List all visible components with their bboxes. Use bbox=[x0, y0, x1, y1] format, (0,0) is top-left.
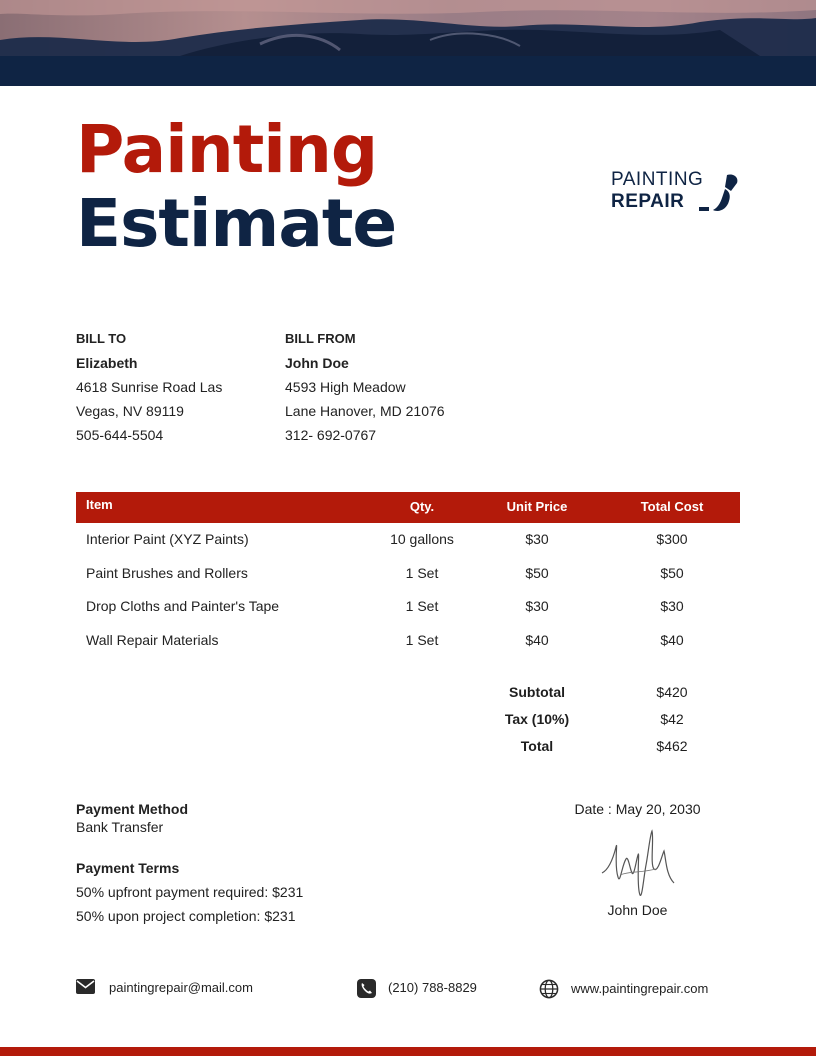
mail-icon bbox=[76, 979, 95, 994]
row-qty: 10 gallons bbox=[390, 531, 454, 547]
tax-value: $42 bbox=[660, 711, 684, 727]
footer-bar bbox=[0, 1047, 816, 1056]
header-total-cost: Total Cost bbox=[640, 499, 704, 514]
payment-method-value: Bank Transfer bbox=[76, 819, 164, 835]
row-item: Drop Cloths and Painter's Tape bbox=[86, 598, 280, 614]
subtotal-row bbox=[487, 684, 737, 711]
table-header bbox=[76, 492, 740, 523]
table-row bbox=[76, 590, 740, 624]
signature-date: Date : May 20, 2030 bbox=[574, 801, 701, 817]
bill-from-block bbox=[285, 327, 485, 447]
header-item: Item bbox=[86, 497, 113, 512]
bill-from-address-line1: 4593 High Meadow bbox=[285, 379, 406, 395]
payment-method-block bbox=[76, 800, 188, 836]
row-total-cost: $40 bbox=[660, 631, 684, 648]
globe-icon bbox=[539, 979, 559, 999]
row-qty: 1 Set bbox=[405, 564, 439, 581]
bill-to-address-line1: 4618 Sunrise Road Las bbox=[76, 379, 223, 395]
row-unit-price: $30 bbox=[525, 531, 549, 547]
subtotal-value: $420 bbox=[656, 684, 688, 700]
table-row bbox=[76, 624, 740, 658]
header-unit-price: Unit Price bbox=[506, 499, 568, 514]
header-painting-image bbox=[0, 0, 816, 56]
paintbrush-icon bbox=[697, 173, 741, 213]
payment-terms-block bbox=[76, 856, 303, 928]
bill-to-heading: BILL TO bbox=[76, 331, 127, 346]
bill-to-address-line2: Vegas, NV 89119 bbox=[76, 403, 184, 419]
row-item: Wall Repair Materials bbox=[86, 631, 219, 648]
row-qty: 1 Set bbox=[405, 598, 439, 614]
row-unit-price: $50 bbox=[525, 564, 549, 581]
phone-text[interactable]: (210) 788-8829 bbox=[388, 980, 477, 995]
bill-to-phone: 505-644-5504 bbox=[76, 427, 164, 443]
phone-icon bbox=[357, 979, 376, 998]
subtotal-label: Subtotal bbox=[509, 684, 565, 700]
bill-from-phone: 312- 692-0767 bbox=[285, 427, 377, 443]
totals-block bbox=[487, 684, 737, 765]
bill-from-heading: BILL FROM bbox=[285, 331, 356, 346]
tax-row bbox=[487, 711, 737, 738]
signature-image bbox=[600, 825, 676, 901]
email-text[interactable]: paintingrepair@mail.com bbox=[109, 980, 253, 995]
row-total-cost: $300 bbox=[656, 531, 688, 547]
total-value: $462 bbox=[656, 738, 688, 754]
row-item: Paint Brushes and Rollers bbox=[86, 564, 248, 581]
title-painting: Painting bbox=[76, 111, 378, 188]
row-unit-price: $30 bbox=[525, 598, 549, 614]
row-total-cost: $50 bbox=[660, 564, 684, 581]
estimate-table bbox=[76, 492, 740, 657]
payment-term-2: 50% upon project completion: $231 bbox=[76, 908, 296, 924]
header-qty: Qty. bbox=[409, 499, 435, 514]
row-total-cost: $30 bbox=[660, 598, 684, 614]
signature-name: John Doe bbox=[607, 902, 668, 918]
logo-text-line2: REPAIR bbox=[611, 191, 685, 212]
header-band bbox=[0, 56, 816, 86]
tax-label: Tax (10%) bbox=[504, 711, 570, 727]
company-logo bbox=[611, 169, 741, 215]
payment-term-1: 50% upfront payment required: $231 bbox=[76, 884, 304, 900]
total-label: Total bbox=[520, 738, 554, 754]
bill-from-name: John Doe bbox=[285, 355, 349, 371]
payment-method-heading: Payment Method bbox=[76, 801, 189, 817]
table-row bbox=[76, 523, 740, 557]
title-estimate: Estimate bbox=[76, 185, 397, 262]
brushstroke-image bbox=[0, 0, 816, 56]
bill-to-name: Elizabeth bbox=[76, 355, 138, 371]
bill-from-address-line2: Lane Hanover, MD 21076 bbox=[285, 403, 445, 419]
total-row bbox=[487, 738, 737, 765]
payment-terms-heading: Payment Terms bbox=[76, 860, 180, 876]
website-text[interactable]: www.paintingrepair.com bbox=[571, 981, 709, 996]
row-qty: 1 Set bbox=[405, 631, 439, 648]
row-unit-price: $40 bbox=[525, 631, 549, 648]
bill-to-block bbox=[76, 327, 266, 447]
table-row bbox=[76, 557, 740, 591]
logo-text-line1: PAINTING bbox=[611, 169, 704, 190]
row-item: Interior Paint (XYZ Paints) bbox=[86, 531, 249, 547]
